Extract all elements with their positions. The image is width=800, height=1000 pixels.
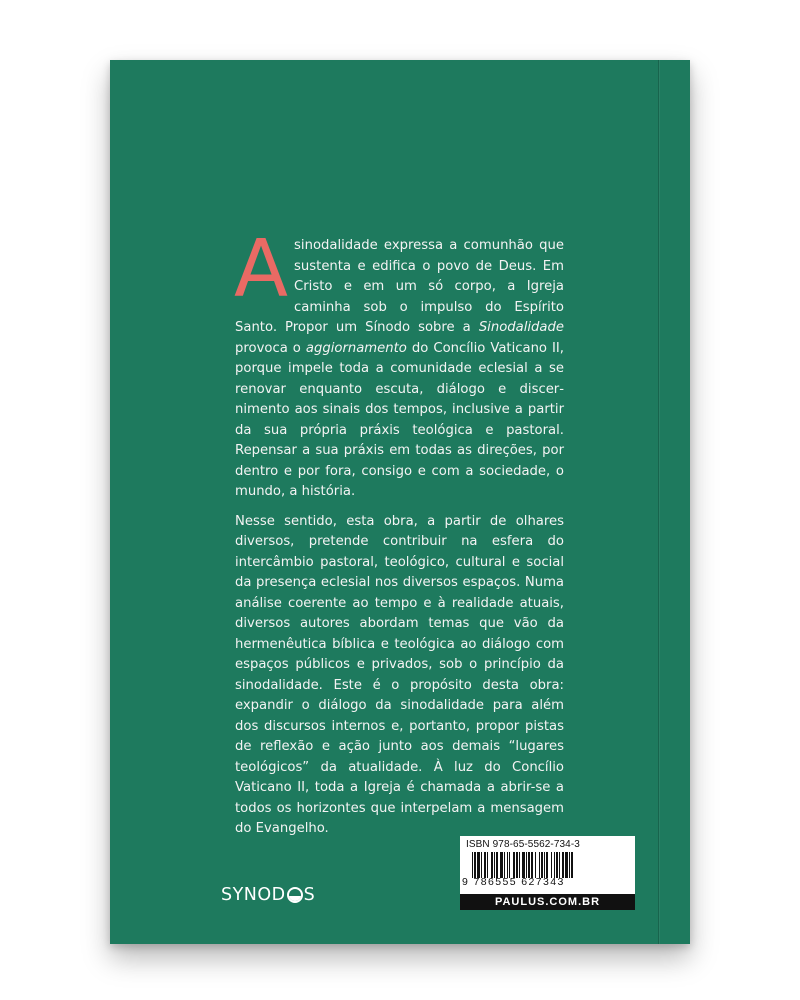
synodos-logo: SYNOD S	[221, 885, 316, 905]
barcode-bar	[544, 852, 545, 878]
barcode-bar	[509, 852, 510, 878]
barcode-bar	[531, 852, 533, 878]
barcode-bar	[522, 852, 525, 878]
globe-o-icon	[287, 887, 303, 903]
barcode-bar	[472, 852, 473, 878]
back-cover	[110, 60, 690, 944]
barcode-bar	[569, 852, 570, 878]
barcode-bar	[541, 852, 543, 878]
barcode-bar	[565, 852, 568, 878]
barcode-bar	[494, 852, 495, 878]
barcode-bar	[481, 852, 482, 878]
barcode-bar	[562, 852, 564, 878]
barcode-bar	[539, 852, 540, 878]
barcode-bar	[546, 852, 548, 878]
barcode-bar	[491, 852, 493, 878]
barcode-bar	[526, 852, 527, 878]
barcode-bar	[487, 852, 488, 878]
barcode-bar	[554, 852, 555, 878]
drop-cap: A	[234, 223, 289, 315]
barcode-bar	[504, 852, 505, 878]
barcode-bar	[507, 852, 508, 878]
barcode-bar	[496, 852, 498, 878]
blurb-paragraph-2: Nesse sentido, esta obra, a partir de olhares diversos, pretende contribuir na esfera do intercâmbio pastoral, teológico, cultural e social da presença eclesial nos diversos espaços. Numa análise coerente ao tempo e à realidade atuais, diversos autores abordam temas que vão da hermenêutica bíblica e teológica ao diálogo com espaços públicos e privados, sob o princípio da sinodalidade. Este é o propósito desta obra: expandir o diálogo da sinodalidade para além dos discursos internos e, portanto, propor pistas de reflexão e ação junto aos demais “lugares teológicos” da atualidade. À luz do Concílio Vaticano II, toda a Igreja é chamada a abrir-se a todos os horizontes que interpelam a mensagem do Evangelho.	[235, 513, 564, 836]
barcode-bar	[516, 852, 518, 878]
publisher-url: PAULUS.COM.BR	[460, 894, 635, 910]
barcode-bar	[528, 852, 530, 878]
barcode-bars	[472, 852, 624, 878]
barcode-bar	[477, 852, 480, 878]
barcode-bar	[519, 852, 520, 878]
emphasis-aggiornamento: aggiornamento	[305, 340, 407, 356]
barcode-digits: 9 786555 627343	[462, 876, 565, 888]
isbn-label: ISBN 978-65-5562-734-3	[466, 839, 580, 850]
blurb-paragraph-1: A sinodalidade expressa a comunhão que sustenta e edifica o povo de Deus. Em Cristo e em um só corpo, a Igreja caminha sob o impulso do Espírito Santo. Propor um Sínodo sobre a Sinodalidade provoca o aggiornamento do Concílio Vaticano II, porque impele toda a comunidade eclesial a se renovar enquanto escuta, diálogo e discernimento aos sinais dos tempos, inclusive a partir da sua própria práxis teológica e pastoral. Repensar a sua práxis em todas as direções, por dentro e por fora, consigo e com a sociedade, o mundo, a história.	[234, 223, 564, 499]
spine-fold-highlight	[659, 60, 660, 944]
barcode-bar	[556, 852, 558, 878]
barcode-bar	[535, 852, 536, 878]
barcode-panel	[460, 836, 635, 910]
barcode-bar	[500, 852, 503, 878]
barcode-bar	[484, 852, 486, 878]
emphasis-sinodalidade: Sinodalidade	[478, 320, 564, 335]
barcode-bar	[551, 852, 552, 878]
barcode-bar	[474, 852, 476, 878]
barcode-bar	[559, 852, 560, 878]
blurb-text	[234, 223, 564, 840]
barcode-bar	[513, 852, 515, 878]
barcode-bar	[571, 852, 573, 878]
